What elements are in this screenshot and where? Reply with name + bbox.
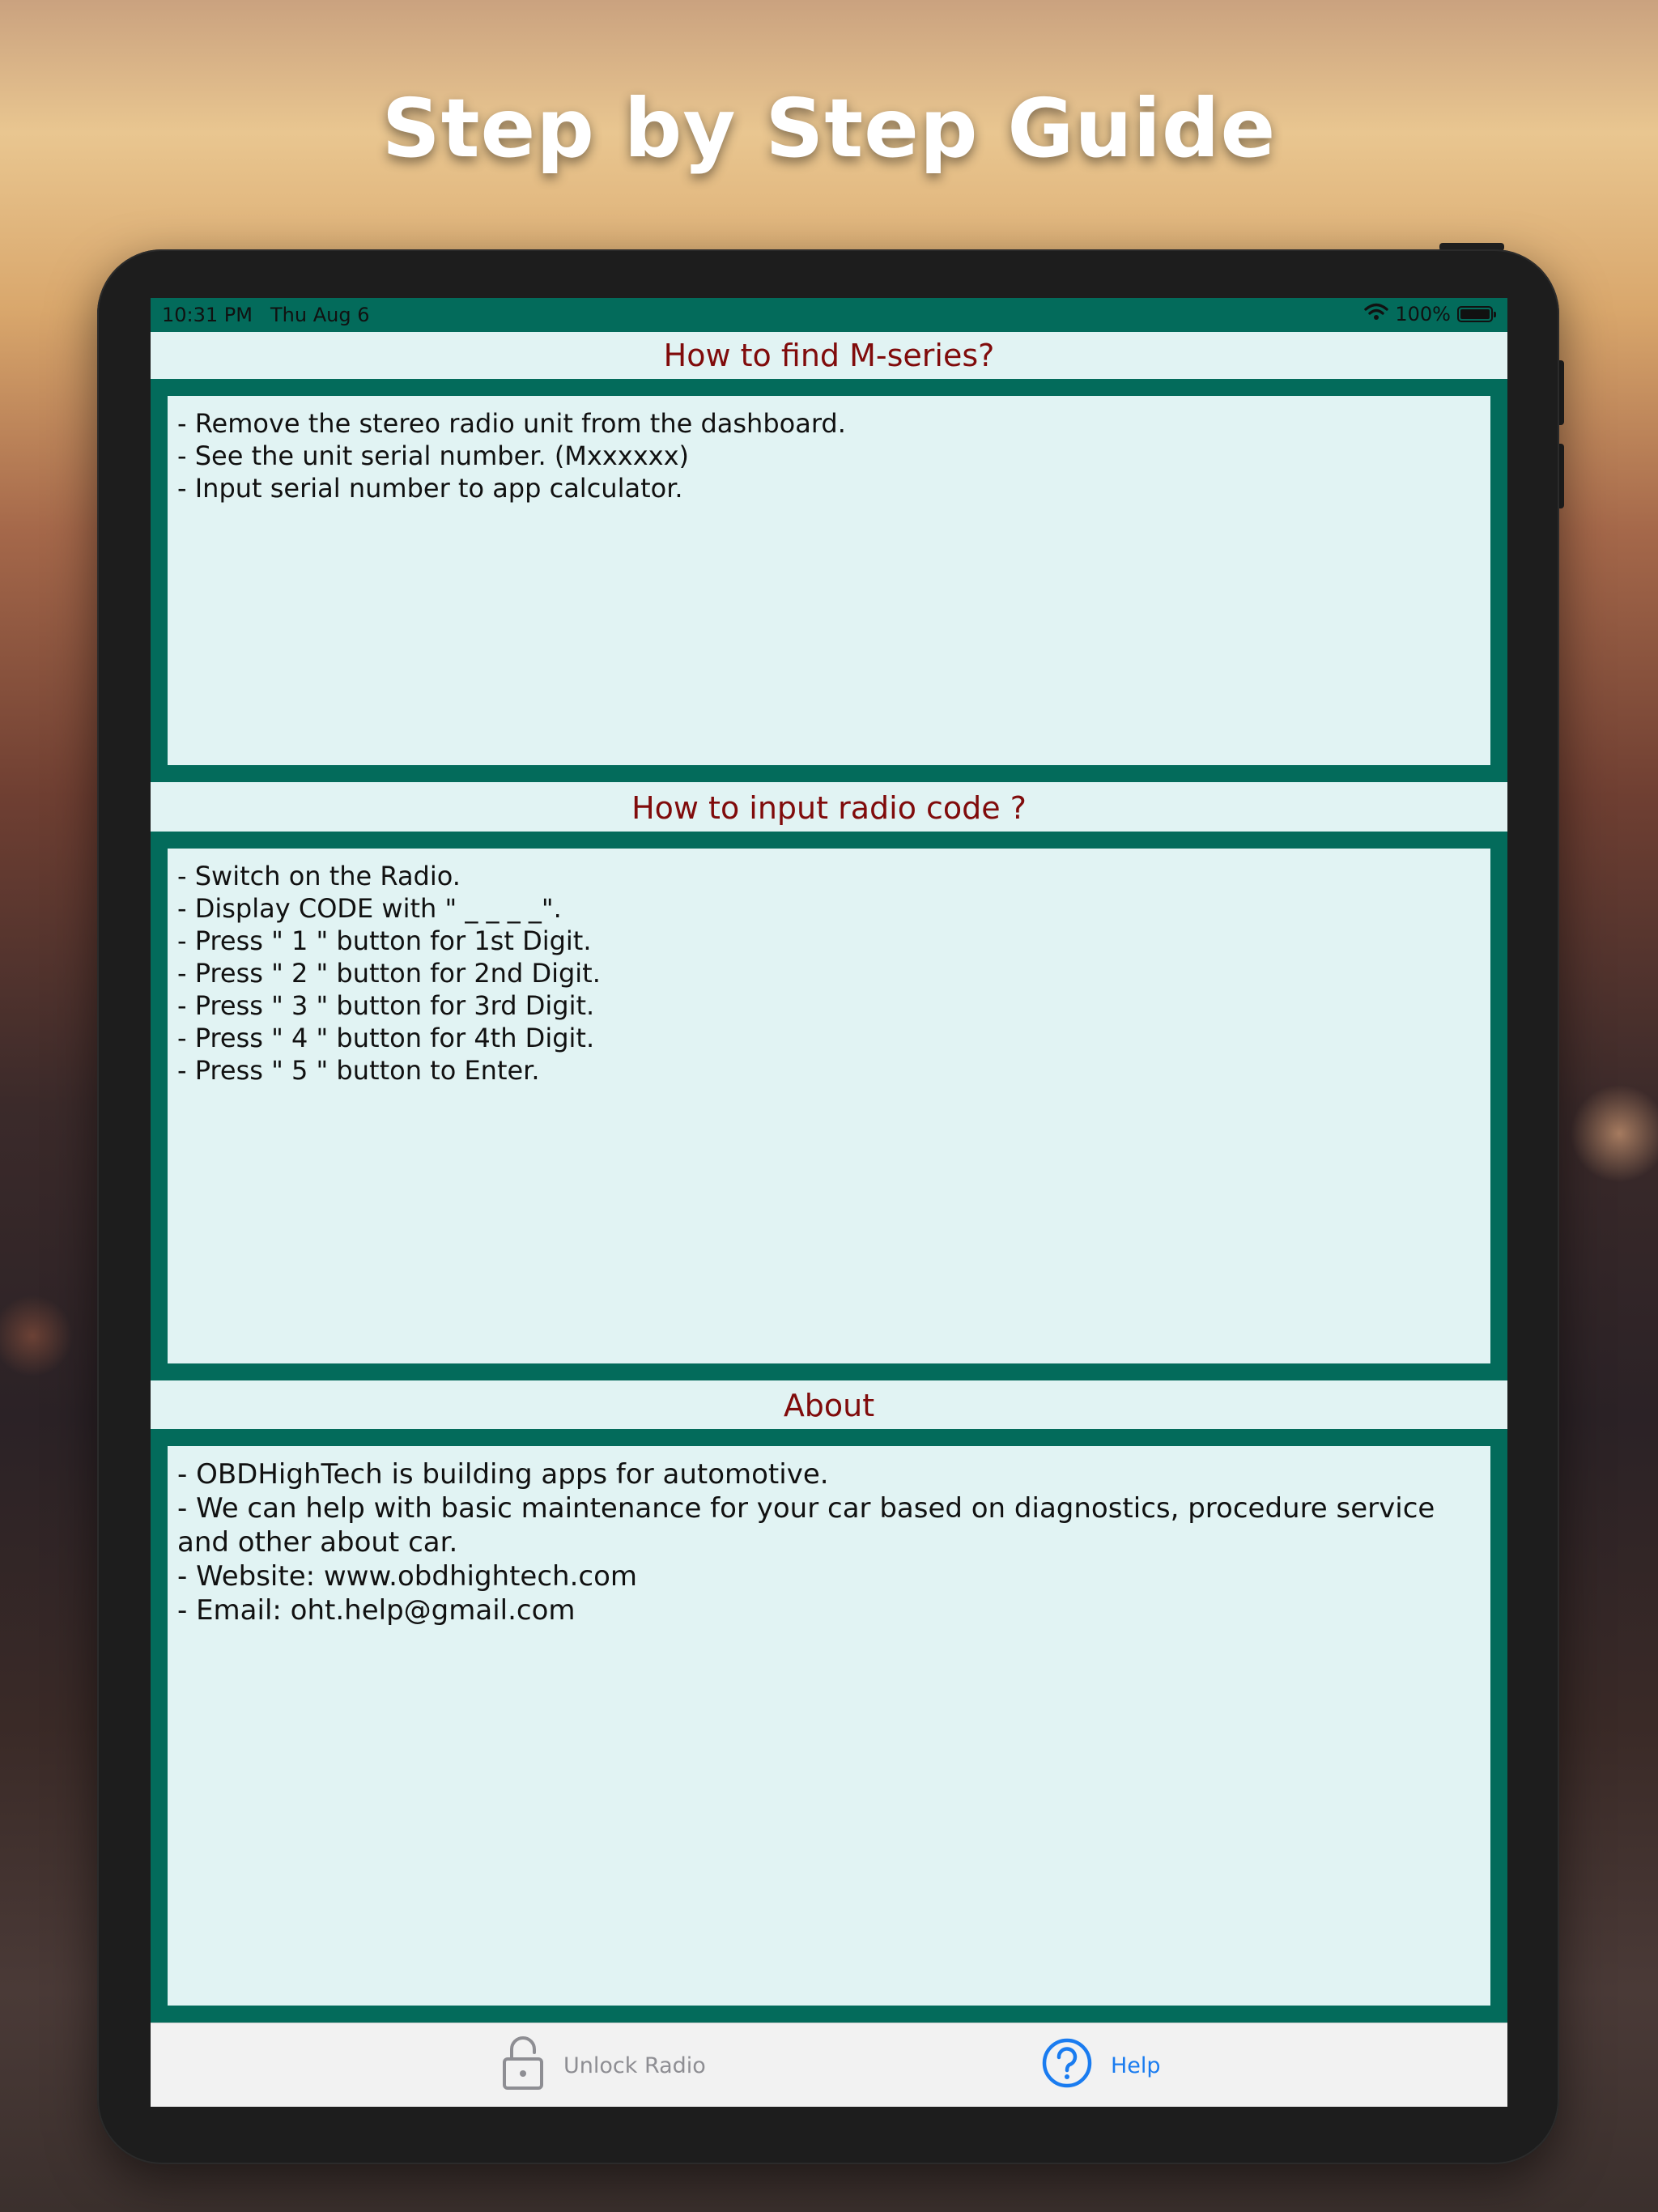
text-line: - Input serial number to app calculator.: [177, 473, 683, 504]
text-line: - Display CODE with " _ _ _ _".: [177, 893, 562, 924]
text-line: - Press " 4 " button for 4th Digit.: [177, 1023, 595, 1053]
wifi-icon: [1364, 303, 1388, 325]
text-line: - Press " 1 " button for 1st Digit.: [177, 925, 592, 956]
app-screen: [151, 298, 1507, 2107]
headline: Step by Step Guide: [381, 81, 1277, 176]
text-line: - Switch on the Radio.: [177, 861, 461, 891]
battery-icon: [1457, 306, 1493, 322]
tab-unlock-radio-label: Unlock Radio: [563, 2052, 706, 2078]
tab-unlock-radio[interactable]: [500, 2023, 706, 2107]
text-line: - Website: www.obdhightech.com: [177, 1560, 637, 1593]
panel-about-text: [168, 1446, 1490, 2006]
tab-help[interactable]: [1041, 2023, 1161, 2107]
status-bar: [151, 298, 1507, 332]
text-line: - Press " 3 " button for 3rd Digit.: [177, 990, 595, 1021]
panel-m-series-text: [168, 396, 1490, 765]
section-title-input-code: How to input radio code ?: [151, 785, 1507, 832]
text-line: - See the unit serial number. (Mxxxxxx): [177, 440, 690, 471]
status-date: Thu Aug 6: [270, 304, 370, 326]
section-title-m-series: How to find M-series?: [151, 332, 1507, 379]
text-line: - Press " 2 " button for 2nd Digit.: [177, 958, 601, 989]
section-title-about: About: [151, 1382, 1507, 1429]
tab-bar: [151, 2023, 1507, 2107]
panel-input-code-text: [168, 849, 1490, 1363]
status-time: 10:31 PM: [162, 304, 253, 326]
panel-m-series: [151, 379, 1507, 782]
lock-icon: [500, 2035, 546, 2097]
text-line: - OBDHighTech is building apps for automotive.: [177, 1458, 829, 1491]
panel-input-code: [151, 832, 1507, 1380]
text-line: - Press " 5 " button to Enter.: [177, 1055, 540, 1086]
text-line: - Email: oht.help@gmail.com: [177, 1594, 576, 1627]
text-line: - We can help with basic maintenance for your car based on diagnostics, procedure service and other about car.: [177, 1492, 1435, 1559]
battery-percentage: 100%: [1395, 303, 1451, 325]
text-line: - Remove the stereo radio unit from the dashboard.: [177, 408, 846, 439]
panel-about: [151, 1429, 1507, 2023]
question-circle-icon: [1041, 2037, 1093, 2095]
tab-help-label: Help: [1111, 2052, 1161, 2078]
